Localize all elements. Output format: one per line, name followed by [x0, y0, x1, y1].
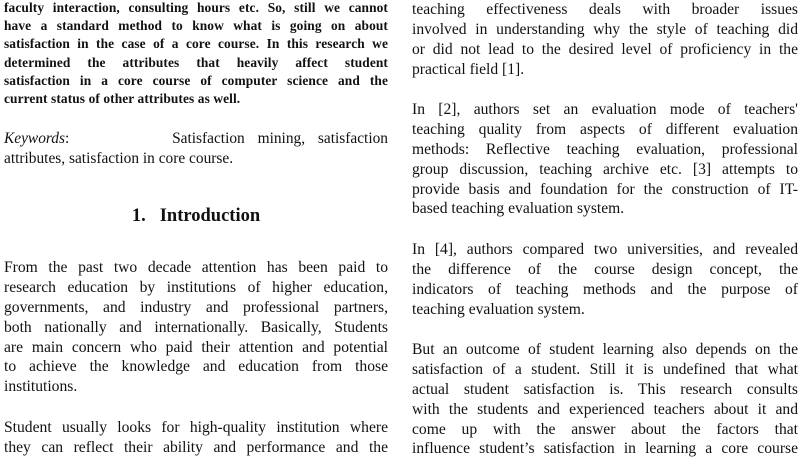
text-line: come up with the answer about the factors that — [412, 420, 798, 438]
right-paragraph-4 — [412, 340, 798, 459]
section-heading — [4, 203, 388, 229]
keywords-line-2: attributes, satisfaction in core course. — [4, 149, 234, 167]
keywords-label: Keywords — [4, 130, 65, 147]
text-line: methods: Reflective teaching evaluation, professional — [412, 140, 798, 158]
text-line: faculty interaction, consulting hours etc. So, still we cannot — [4, 0, 388, 15]
text-line: teaching quality from aspects of different evaluation — [412, 120, 798, 138]
section-number: 1. — [131, 206, 146, 226]
text-line: group discussion, teaching archive etc. [3] attempts to — [412, 160, 798, 178]
right-paragraph-3 — [412, 240, 798, 320]
text-line: to achieve the knowledge and education from those — [4, 358, 388, 376]
text-line: influence student’s satisfaction in learning a core course — [412, 440, 798, 458]
text-line: with the students and experienced teachers about it and — [412, 400, 798, 418]
text-line: From the past two decade attention has been paid to — [4, 259, 388, 276]
text-line: In [2], authors set an evaluation mode of teachers' — [412, 101, 798, 118]
text-line: teaching effectiveness deals with broader issues — [412, 1, 798, 18]
text-line: satisfaction of a student. Still it is undefined that what — [412, 360, 798, 378]
text-line: or did not lead to the desired level of proficiency in the — [412, 40, 798, 58]
text-line: are main concern who paid their attention and potential — [4, 338, 388, 356]
text-line: governments, and industry and professional partners, — [4, 298, 388, 316]
intro-paragraph-2 — [4, 418, 388, 458]
text-line: satisfaction in the case of a core course. In this research we — [4, 36, 388, 52]
text-line: the difference of the course design concept, the — [412, 260, 798, 278]
text-line: indicators of teaching methods and the purpose of — [412, 280, 798, 298]
text-line: current status of other attributes as well. — [4, 90, 241, 106]
text-line: have a standard method to know what is going on about — [4, 18, 388, 34]
text-line: actual student satisfaction is. This research consults — [412, 380, 798, 398]
text-line: both nationally and internationally. Basically, Students — [4, 318, 388, 336]
text-line: But an outcome of student learning also depends on the — [412, 341, 798, 358]
text-line: they can reflect their ability and performance and the — [4, 438, 388, 456]
text-line: teaching evaluation system. — [412, 300, 585, 318]
right-paragraph-1 — [412, 0, 798, 80]
text-line: involved in understanding why the style of teaching did — [412, 20, 798, 38]
keywords — [4, 129, 388, 169]
section-title: Introduction — [159, 206, 261, 226]
intro-paragraph-1 — [4, 258, 388, 397]
text-line: research education by institutions of higher education, — [4, 278, 388, 296]
text-line: provide basis and foundation for the construction of IT- — [412, 180, 798, 198]
text-line: Student usually looks for high-quality institution where — [4, 419, 388, 436]
abstract-tail — [4, 0, 388, 108]
text-line: based teaching evaluation system. — [412, 200, 625, 218]
text-line: satisfaction in a core course of computer science and the — [4, 72, 388, 88]
text-line: In [4], authors compared two universities, and revealed — [412, 241, 798, 258]
keywords-line-1 — [4, 129, 388, 149]
text-line: determined the attributes that heavily affect student — [4, 54, 388, 70]
right-paragraph-2 — [412, 100, 798, 219]
keywords-text: : Satisfaction mining, satisfaction — [65, 130, 388, 147]
text-line: institutions. — [4, 378, 78, 396]
text-line: practical field [1]. — [412, 60, 525, 78]
